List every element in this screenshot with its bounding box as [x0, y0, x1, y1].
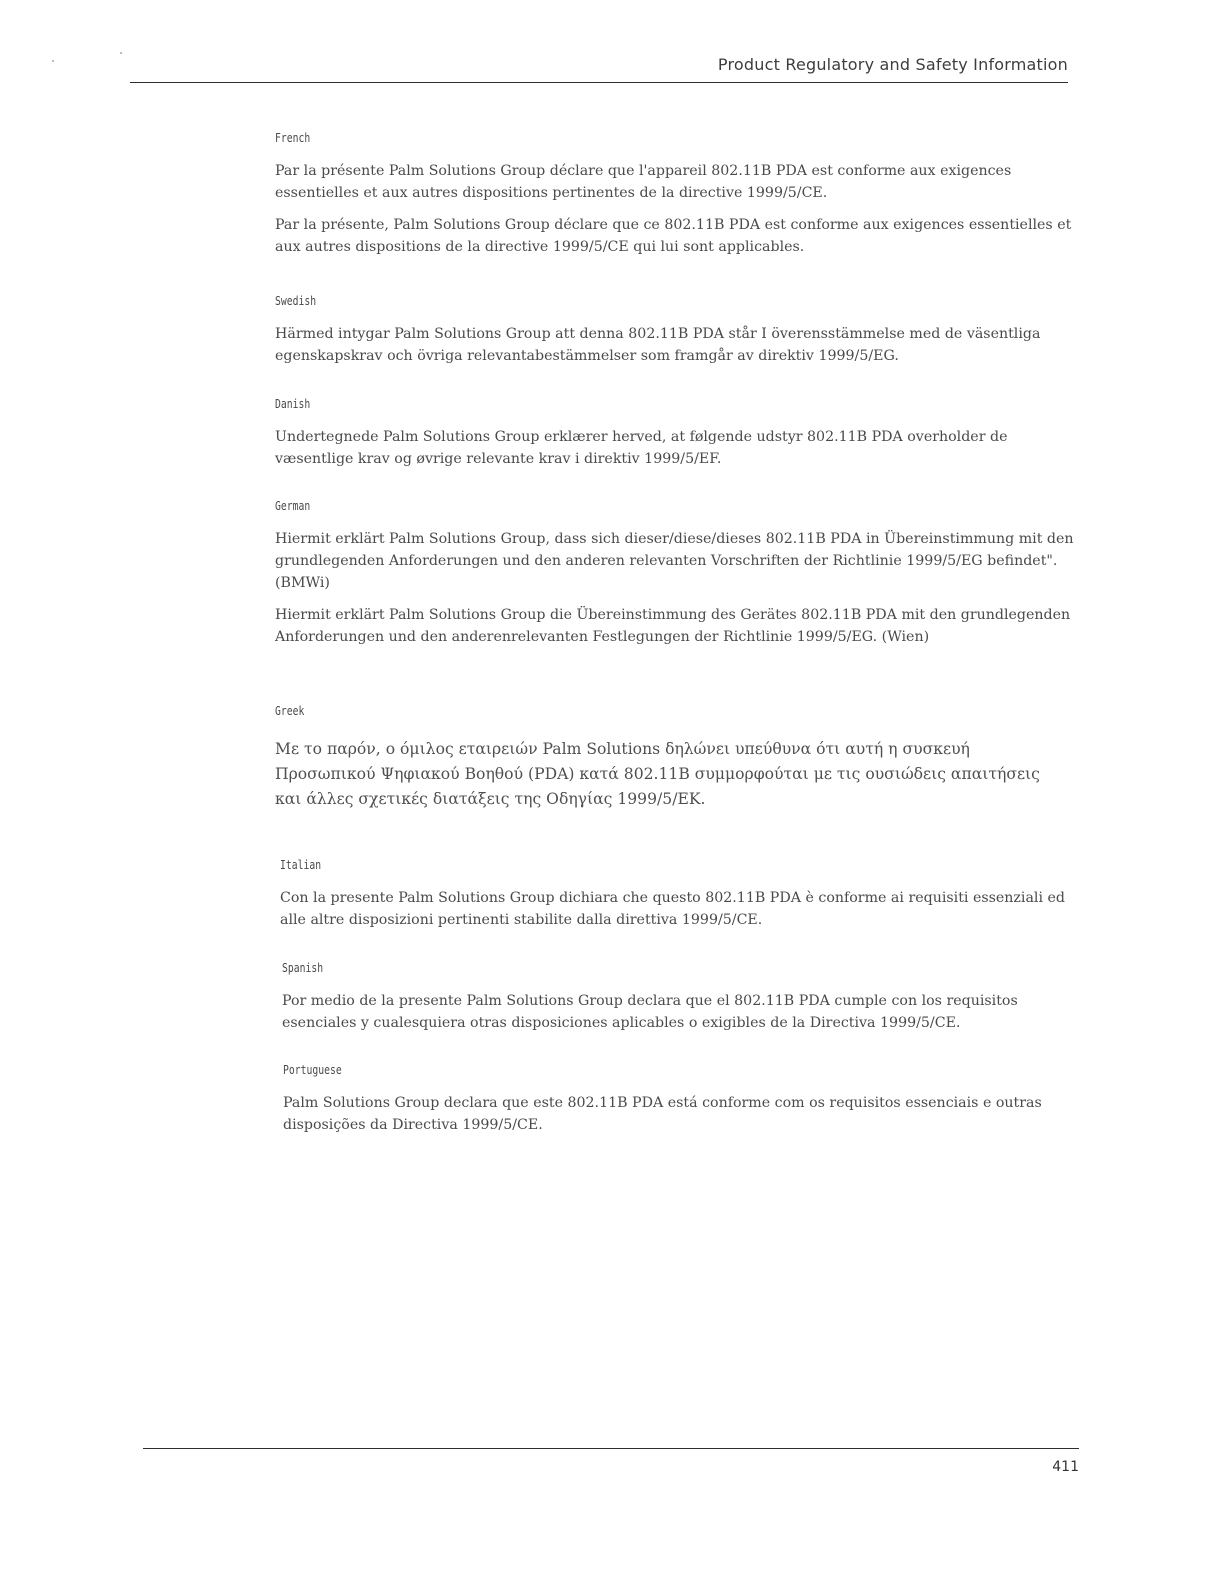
section-swedish: [275, 293, 1075, 377]
section-spanish: [282, 960, 1082, 1044]
paragraph: Palm Solutions Group declara que este 802.11B PDA está conforme com os requisitos essenciais e outras disposições da Directiva 1999/5/CE.: [283, 1095, 1042, 1133]
section-title: Danish: [275, 396, 311, 411]
paragraph: Hiermit erklärt Palm Solutions Group, dass sich dieser/diese/dieses 802.11B PDA in Übereinstimmung mit den grundlegenden Anforderungen und den anderen relevanten Vorschriften der Richtlinie 1999/5/EG befindet". (BMWi): [275, 531, 1074, 591]
scan-speck: [120, 52, 122, 54]
paragraph: Con la presente Palm Solutions Group dichiara che questo 802.11B PDA è conforme ai requisiti essenziali ed alle altre disposizioni pertinenti stabilite dalla direttiva 1999/5/CE.: [280, 890, 1065, 928]
section-title: Portuguese: [283, 1062, 342, 1077]
paragraph: Por medio de la presente Palm Solutions Group declara que el 802.11B PDA cumple con los requisitos esenciales y cualesquiera otras disposiciones aplicables o exigibles de la Directiva 1999/5/CE.: [282, 993, 1018, 1031]
section-title: Spanish: [282, 960, 324, 975]
page-header: [130, 52, 1068, 83]
page-footer: [143, 1448, 1079, 1475]
scan-speck: [52, 60, 54, 62]
page-number: 411: [1052, 1459, 1079, 1475]
paragraph: Hiermit erklärt Palm Solutions Group die Übereinstimmung des Gerätes 802.11B PDA mit den grundlegenden Anforderungen und den anderenrelevanten Festlegungen der Richtlinie 1999/5/EG. (Wien): [275, 607, 1071, 645]
paragraph: Par la présente, Palm Solutions Group déclare que ce 802.11B PDA est conforme aux exigences essentielles et aux autres dispositions de la directive 1999/5/CE qui lui sont applicables.: [275, 217, 1072, 255]
section-german: [275, 498, 1075, 658]
section-french: [275, 130, 1075, 268]
section-title: Greek: [275, 703, 305, 718]
section-portuguese: [283, 1062, 1083, 1146]
section-greek: [275, 703, 1075, 822]
section-title: French: [275, 130, 311, 145]
paragraph: Härmed intygar Palm Solutions Group att denna 802.11B PDA står I överensstämmelse med de väsentliga egenskapskrav och övriga relevantabestämmelser som framgår av direktiv 1999/5/EG.: [275, 326, 1041, 364]
section-title: Swedish: [275, 293, 317, 308]
section-danish: [275, 396, 1075, 480]
section-title: Italian: [280, 857, 322, 872]
paragraph: Par la présente Palm Solutions Group déclare que l'appareil 802.11B PDA est conforme aux exigences essentielles et aux autres dispositions pertinentes de la directive 1999/5/CE.: [275, 163, 1012, 201]
section-title: German: [275, 498, 311, 513]
paragraph: Undertegnede Palm Solutions Group erklærer herved, at følgende udstyr 802.11B PDA overholder de væsentlige krav og øvrige relevante krav i direktiv 1999/5/EF.: [275, 429, 1008, 467]
paragraph: Με το παρόν, ο όμιλος εταιρειών Palm Solutions δηλώνει υπεύθυνα ότι αυτή η συσκευή Προσωπικού Ψηφιακού Βοηθού (PDA) κατά 802.11B συμμορφούται με τις ουσιώδεις απαιτήσεις και άλλες σχετικές διατάξεις της Οδηγίας 1999/5/ΕΚ.: [275, 740, 1040, 808]
header-title: Product Regulatory and Safety Information: [717, 55, 1068, 74]
section-italian: [280, 857, 1080, 941]
